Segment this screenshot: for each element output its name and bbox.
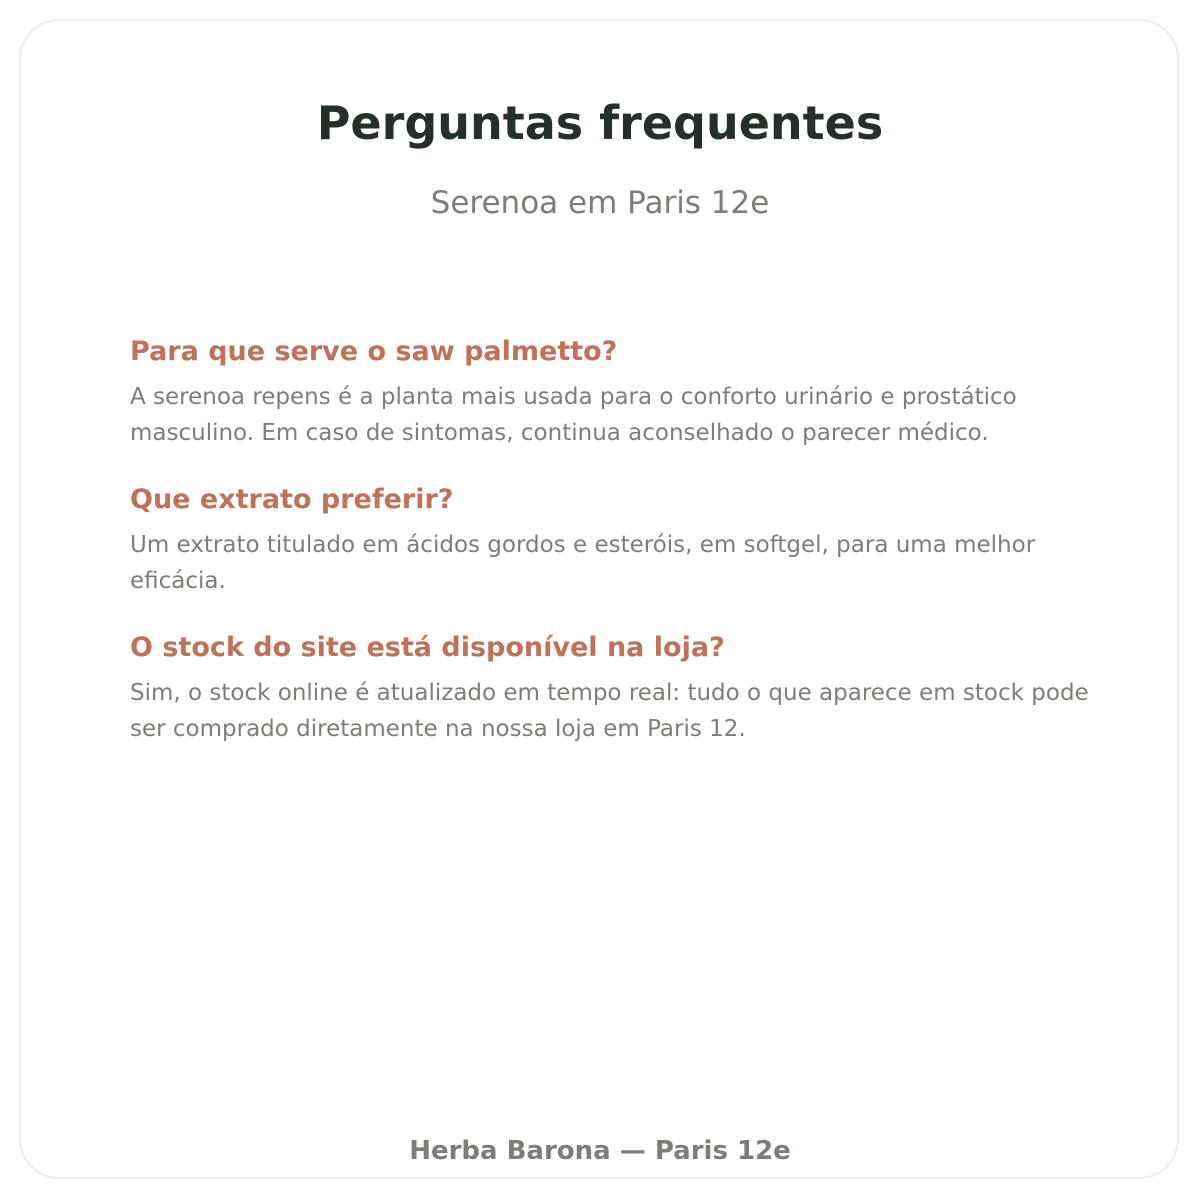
faq-question: O stock do site está disponível na loja?: [130, 632, 725, 663]
page-subtitle: Serenoa em Paris 12e: [430, 185, 770, 221]
faq-item: [130, 333, 1110, 451]
faq-item: [130, 481, 1110, 599]
faq-list: [130, 333, 1110, 777]
faq-answer: Um extrato titulado em ácidos gordos e esteróis, em softgel, para uma melhor eficácia.: [130, 532, 1036, 594]
faq-item: [130, 629, 1110, 747]
footer-brand: Herba Barona — Paris 12e: [409, 1136, 791, 1166]
faq-question: Que extrato preferir?: [130, 484, 454, 515]
page-title: Perguntas frequentes: [316, 96, 884, 150]
faq-question: Para que serve o saw palmetto?: [130, 336, 618, 367]
faq-answer: Sim, o stock online é atualizado em tempo real: tudo o que aparece em stock pode ser comprado diretamente na nossa loja em Paris 12.: [130, 680, 1089, 742]
faq-answer: A serenoa repens é a planta mais usada para o conforto urinário e prostático masculino. Em caso de sintomas, continua aconselhado o parecer médico.: [130, 384, 1017, 446]
